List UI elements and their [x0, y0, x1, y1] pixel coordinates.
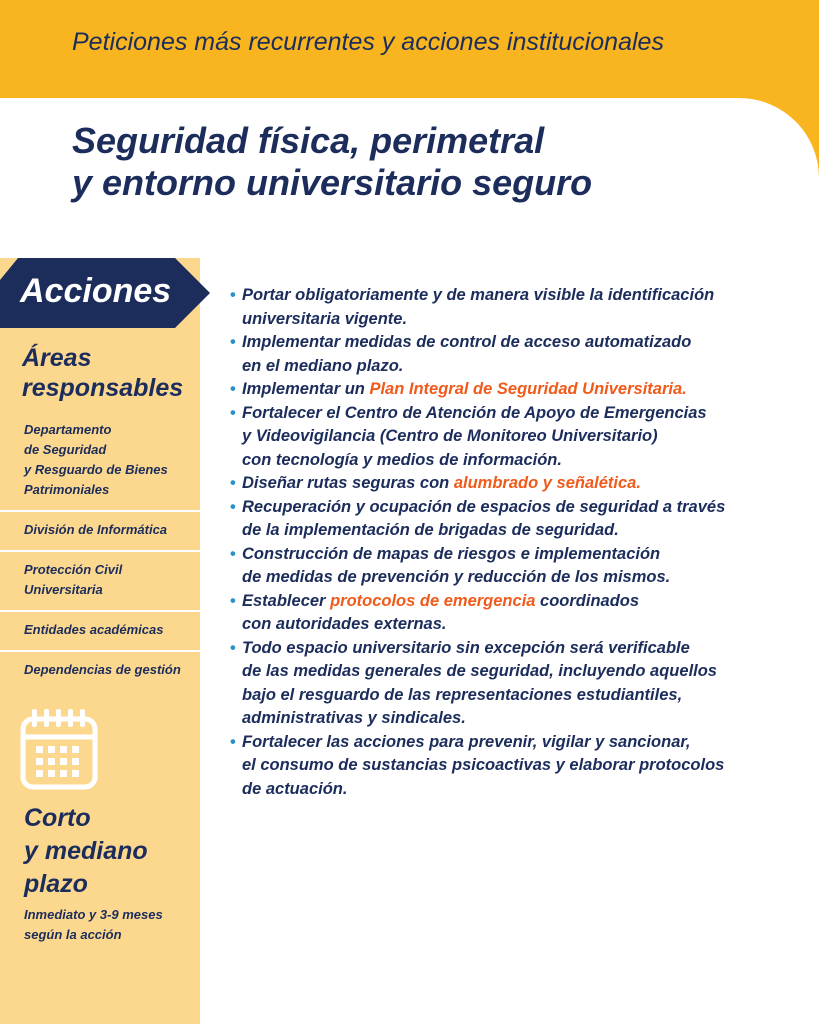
- action-text: de actuación.: [242, 779, 348, 798]
- calendar-icon: [20, 707, 98, 791]
- banner-title: Peticiones más recurrentes y acciones institucionales: [72, 28, 664, 56]
- action-highlight: alumbrado y señalética.: [453, 474, 641, 492]
- plazo-note-line-1: Inmediato y 3-9 meses: [24, 907, 163, 922]
- area-item-line: de Seguridad: [24, 442, 107, 457]
- action-line: [242, 519, 795, 543]
- action-line: [242, 754, 795, 778]
- area-item: [0, 512, 200, 552]
- action-text: Diseñar rutas seguras con: [242, 474, 454, 492]
- action-text: Fortalecer las acciones para prevenir, vigilar y sancionar,: [242, 732, 691, 751]
- action-item: [230, 284, 795, 331]
- plazo-note-line-2: según la acción: [24, 927, 122, 942]
- area-item-line: y Resguardo de Bienes: [24, 462, 168, 477]
- areas-heading-line-1: Áreas: [22, 344, 92, 372]
- action-item: [230, 472, 795, 496]
- area-item: [0, 612, 200, 652]
- plazo-heading-line-2: y mediano: [24, 837, 148, 865]
- area-item: [0, 412, 200, 512]
- action-line: [242, 378, 795, 402]
- area-item-line: Departamento: [24, 422, 112, 437]
- action-item: [230, 496, 795, 543]
- action-text: Recuperación y ocupación de espacios de seguridad a través: [242, 497, 726, 516]
- action-text: Implementar medidas de control de acceso automatizado: [242, 333, 692, 351]
- action-text: Portar obligatoriamente y de manera visible la identificación: [242, 286, 715, 304]
- action-line: [242, 308, 795, 332]
- action-line: [242, 613, 795, 637]
- action-line: [242, 284, 795, 308]
- action-line: [242, 449, 795, 473]
- action-text: y Videovigilancia (Centro de Monitoreo Universitario): [242, 427, 658, 445]
- action-line: [242, 566, 795, 590]
- action-text: universitaria vigente.: [242, 309, 408, 328]
- page-title: [72, 120, 592, 204]
- area-item-line: Patrimoniales: [24, 482, 110, 497]
- action-item: [230, 590, 795, 637]
- action-text: con autoridades externas.: [242, 615, 447, 633]
- action-item: [230, 731, 795, 802]
- action-highlight: Plan Integral de Seguridad Universitaria.: [369, 380, 687, 398]
- action-line: [242, 496, 795, 520]
- area-item-line: Dependencias de gestión: [24, 662, 181, 677]
- actions-list: [230, 284, 795, 801]
- areas-heading-line-2: responsables: [22, 374, 184, 402]
- action-item: [230, 637, 795, 731]
- action-text: coordinados: [535, 591, 640, 610]
- plazo-heading-line-1: Corto: [24, 804, 91, 832]
- action-line: [242, 402, 795, 426]
- action-line: [242, 331, 795, 355]
- action-line: [242, 707, 795, 731]
- action-line: [242, 660, 795, 684]
- action-item: [230, 402, 795, 473]
- areas-list: [0, 412, 200, 690]
- action-highlight: protocolos de emergencia: [330, 591, 536, 610]
- action-line: [242, 731, 795, 755]
- action-text: Todo espacio universitario sin excepción será verificable: [242, 638, 690, 657]
- action-text: de las medidas generales de seguridad, incluyendo aquellos: [242, 662, 717, 680]
- area-item-line: Protección Civil: [24, 562, 123, 577]
- plazo-note: [24, 905, 163, 945]
- action-text: Implementar un: [242, 380, 370, 398]
- action-line: [242, 778, 795, 802]
- action-line: [242, 637, 795, 661]
- page-title-line-1: Seguridad física, perimetral: [72, 120, 545, 161]
- action-line: [242, 543, 795, 567]
- area-item-line: División de Informática: [24, 522, 168, 537]
- plazo-heading-line-3: plazo: [24, 870, 88, 898]
- acciones-label: Acciones: [20, 272, 172, 310]
- area-item-line: Entidades académicas: [24, 622, 164, 637]
- action-line: [242, 684, 795, 708]
- action-text: el consumo de sustancias psicoactivas y elaborar protocolos: [242, 756, 725, 774]
- area-item-line: Universitaria: [24, 582, 103, 597]
- plazo-heading: [24, 802, 148, 901]
- action-text: Construcción de mapas de riesgos e implementación: [242, 544, 661, 563]
- action-line: [242, 355, 795, 379]
- action-line: [242, 472, 795, 496]
- action-text: de la implementación de brigadas de seguridad.: [242, 521, 619, 539]
- action-text: Establecer: [242, 591, 331, 610]
- areas-heading: [22, 343, 183, 403]
- action-text: en el mediano plazo.: [242, 356, 404, 375]
- action-text: Fortalecer el Centro de Atención de Apoyo de Emergencias: [242, 403, 707, 422]
- page-title-line-2: y entorno universitario seguro: [72, 162, 593, 203]
- action-item: [230, 543, 795, 590]
- action-item: [230, 378, 795, 402]
- action-text: administrativas y sindicales.: [242, 709, 466, 727]
- area-item: [0, 552, 200, 612]
- action-line: [242, 590, 795, 614]
- action-item: [230, 331, 795, 378]
- action-line: [242, 425, 795, 449]
- action-text: con tecnología y medios de información.: [242, 450, 562, 469]
- action-text: de medidas de prevención y reducción de los mismos.: [242, 568, 671, 586]
- area-item: [0, 652, 200, 690]
- action-text: bajo el resguardo de las representaciones estudiantiles,: [242, 685, 683, 704]
